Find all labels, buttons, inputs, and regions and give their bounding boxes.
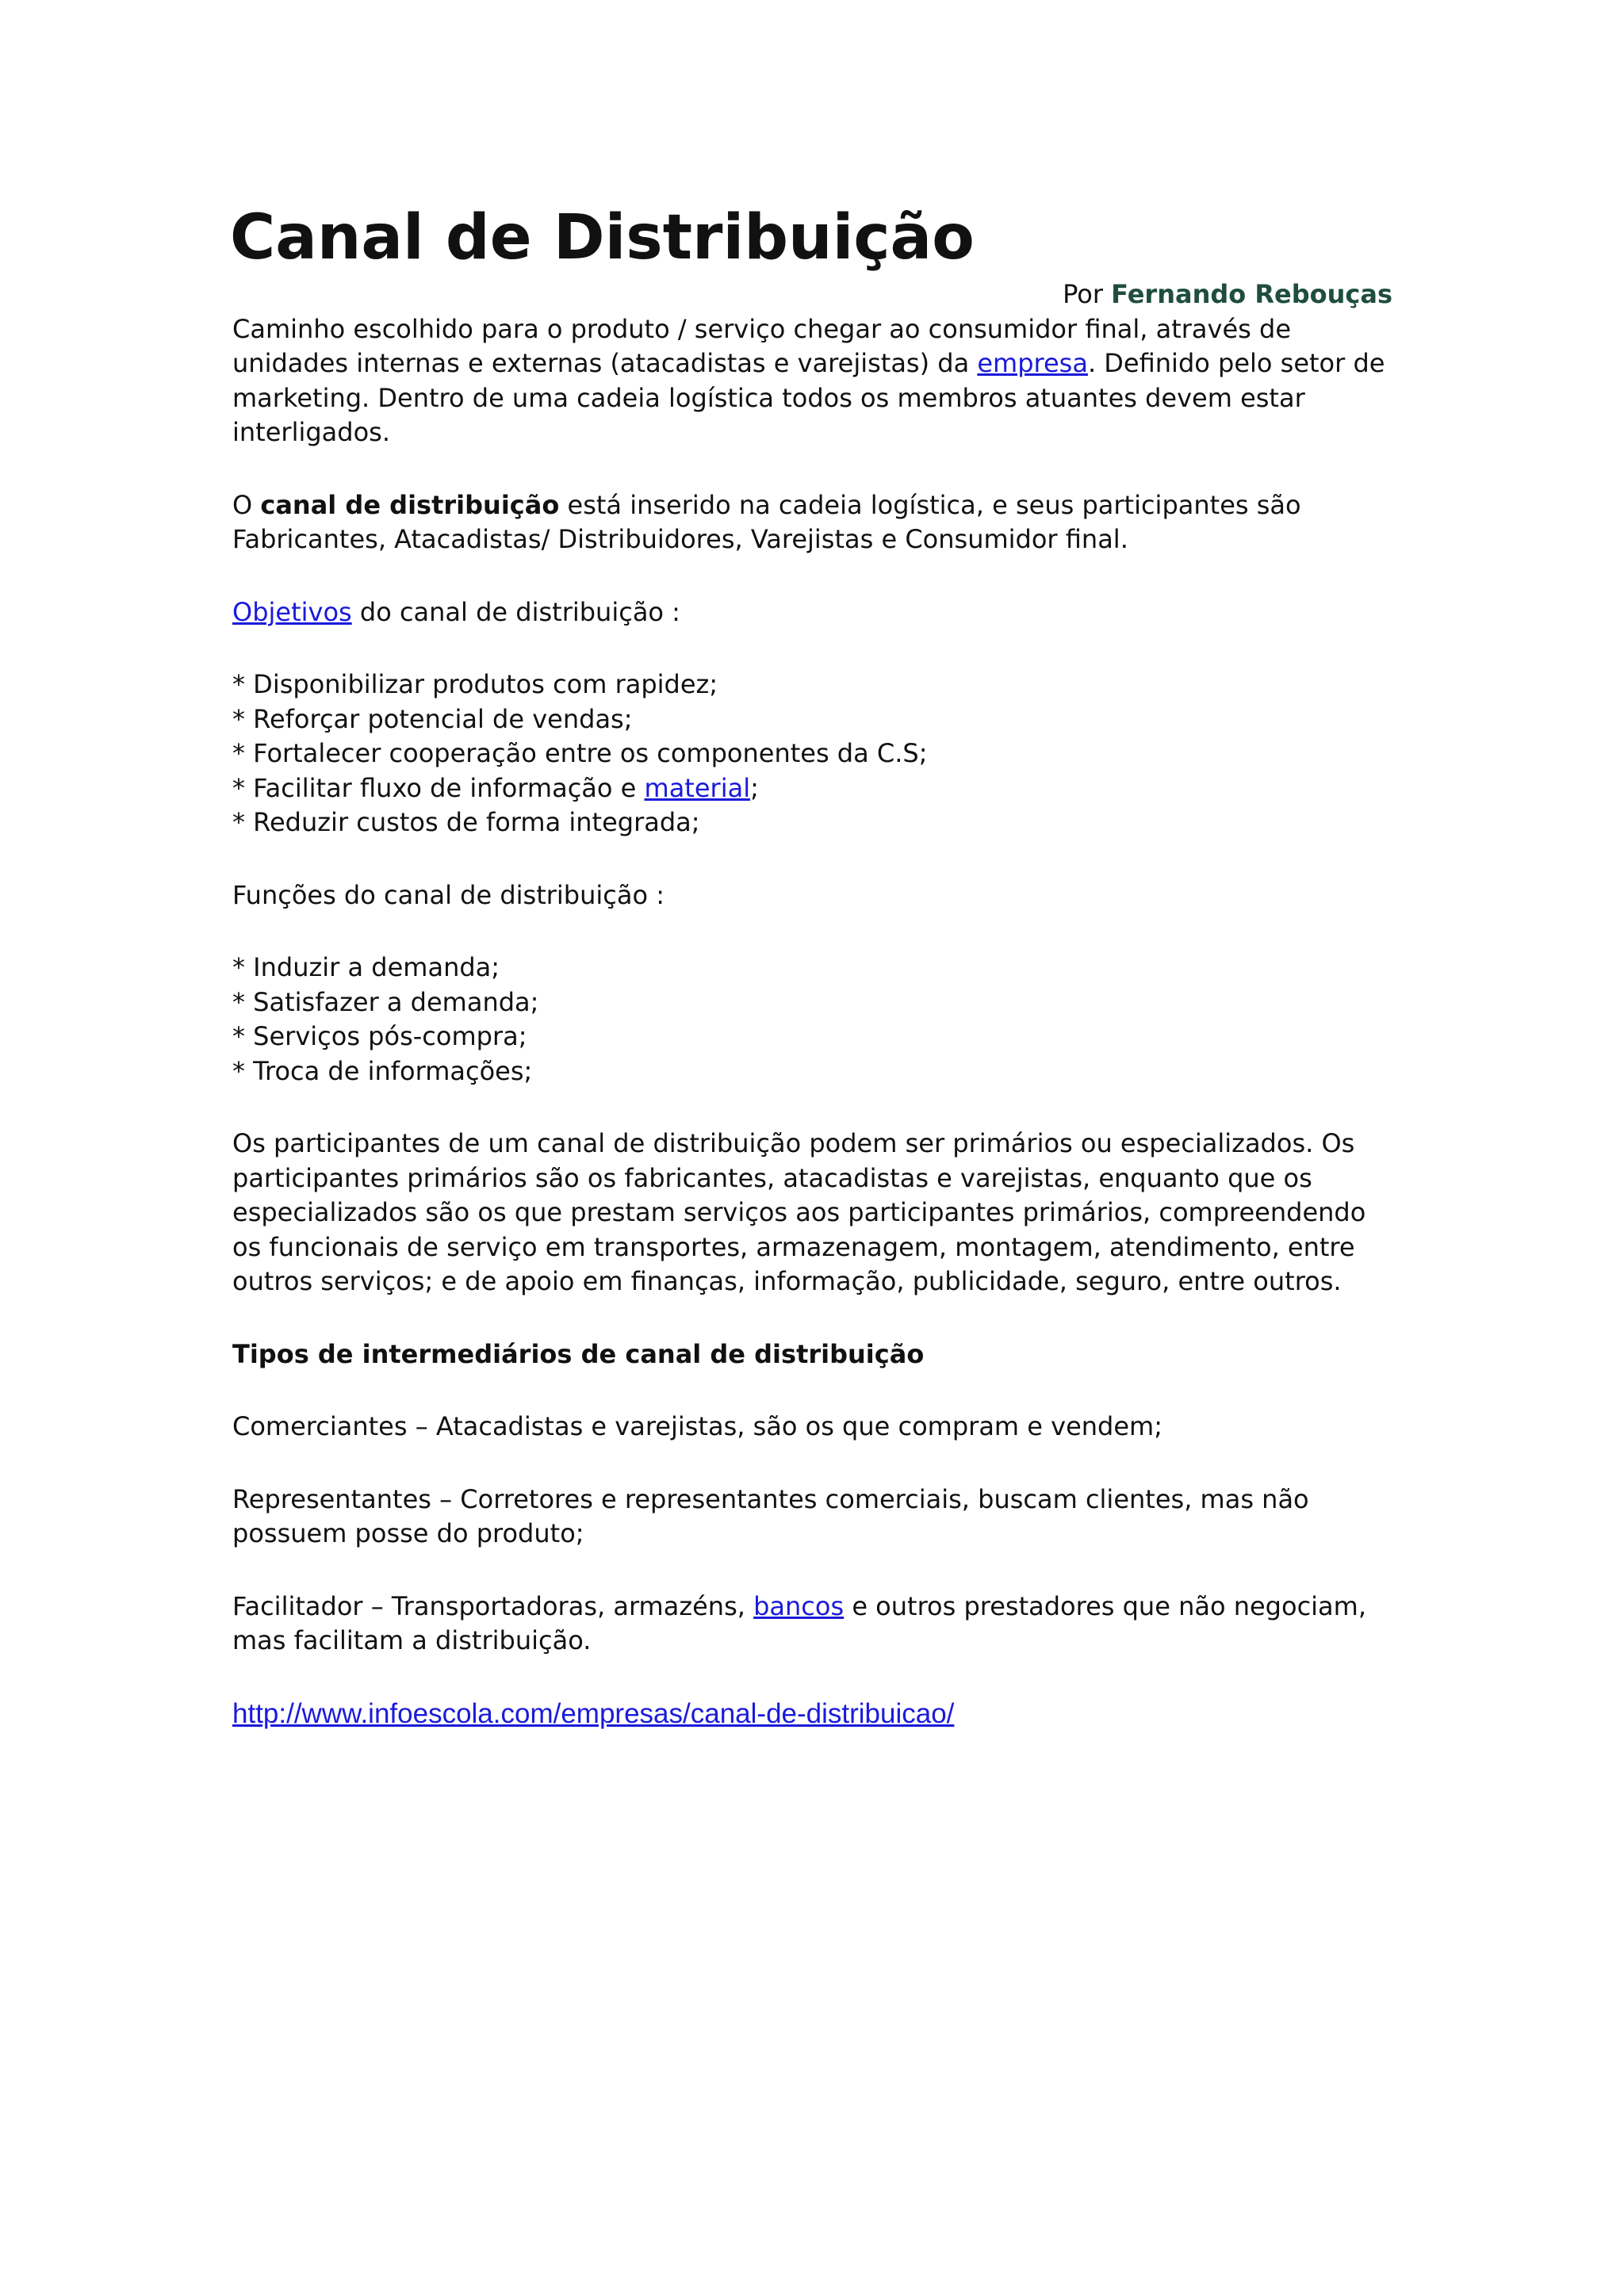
item4-text: * Facilitar fluxo de informação e	[232, 772, 645, 803]
types-heading: Tipos de intermediários de canal de distribuição	[232, 1338, 925, 1369]
list-item	[232, 771, 1394, 806]
list-item: * Fortalecer cooperação entre os componentes da C.S;	[232, 738, 928, 768]
list-item: * Reduzir custos de forma integrada;	[232, 807, 700, 837]
facilitator-paragraph	[232, 1590, 1394, 1659]
objetivos-link[interactable]: Objetivos	[232, 596, 352, 627]
byline-author: Fernando Rebouças	[1111, 279, 1392, 309]
document-content	[232, 198, 1394, 1770]
inserted-prefix: O	[232, 489, 261, 520]
list-item: * Serviços pós-compra;	[232, 1021, 527, 1051]
list-item: * Disponibilizar produtos com rapidez;	[232, 669, 718, 699]
facilitator-text-1: Facilitador – Transportadoras, armazéns,	[232, 1590, 754, 1621]
page-title: Canal de Distribuição	[230, 202, 975, 274]
facilitator-text-2: e outros prestadores que não negociam, mas facilitam a distribuição.	[232, 1590, 1366, 1655]
list-item: * Reforçar potencial de vendas;	[232, 703, 633, 734]
functions-list	[232, 951, 1394, 1089]
objectives-list	[232, 668, 1394, 840]
objectives-heading	[232, 595, 1394, 630]
source-paragraph	[232, 1697, 1394, 1732]
list-item: * Troca de informações;	[232, 1055, 533, 1086]
merchants-paragraph: Comerciantes – Atacadistas e varejistas, são os que compram e vendem;	[232, 1411, 1162, 1441]
functions-heading: Funções do canal de distribuição :	[232, 879, 665, 910]
inserted-bold: canal de distribuição	[260, 489, 560, 520]
source-url-link[interactable]: http://www.infoescola.com/empresas/canal-de-distribuicao/	[232, 1697, 955, 1729]
list-item: * Induzir a demanda;	[232, 952, 500, 982]
objectives-heading-suffix: do canal de distribuição :	[351, 596, 680, 627]
material-link[interactable]: material	[644, 772, 751, 803]
inserted-suffix: está inserido na cadeia logística, e seus participantes são Fabricantes, Atacadistas/ Distribuidores, Varejistas e Consumidor final.	[232, 489, 1301, 554]
empresa-link[interactable]: empresa	[977, 348, 1088, 378]
bancos-link[interactable]: bancos	[753, 1590, 845, 1621]
intro-text-2: . Definido pelo setor de marketing. Dentro de uma cadeia logística todos os membros atuantes devem estar interligados.	[232, 348, 1385, 447]
byline-prefix: Por	[1063, 279, 1112, 309]
item4-suffix: ;	[750, 772, 759, 803]
intro-paragraph	[232, 312, 1394, 450]
intro-text-1: Caminho escolhido para o produto / serviço chegar ao consumidor final, através de unidades internas e externas (atacadistas e varejistas) da	[232, 313, 1291, 378]
list-item: * Satisfazer a demanda;	[232, 986, 539, 1017]
inserted-paragraph	[232, 488, 1394, 557]
representatives-paragraph: Representantes – Corretores e representantes comerciais, buscam clientes, mas não possuem posse do produto;	[232, 1483, 1309, 1548]
participants-paragraph: Os participantes de um canal de distribuição podem ser primários ou especializados. Os participantes primários são os fabricantes, atacadistas e varejistas, enquanto que os especializados são os que prestam serviços aos participantes primários, compreendendo os funcionais de serviço em transportes, armazenagem, montagem, atendimento, entre outros serviços; e de apoio em finanças, informação, publicidade, seguro, entre outros.	[232, 1128, 1366, 1296]
byline	[232, 277, 1394, 312]
